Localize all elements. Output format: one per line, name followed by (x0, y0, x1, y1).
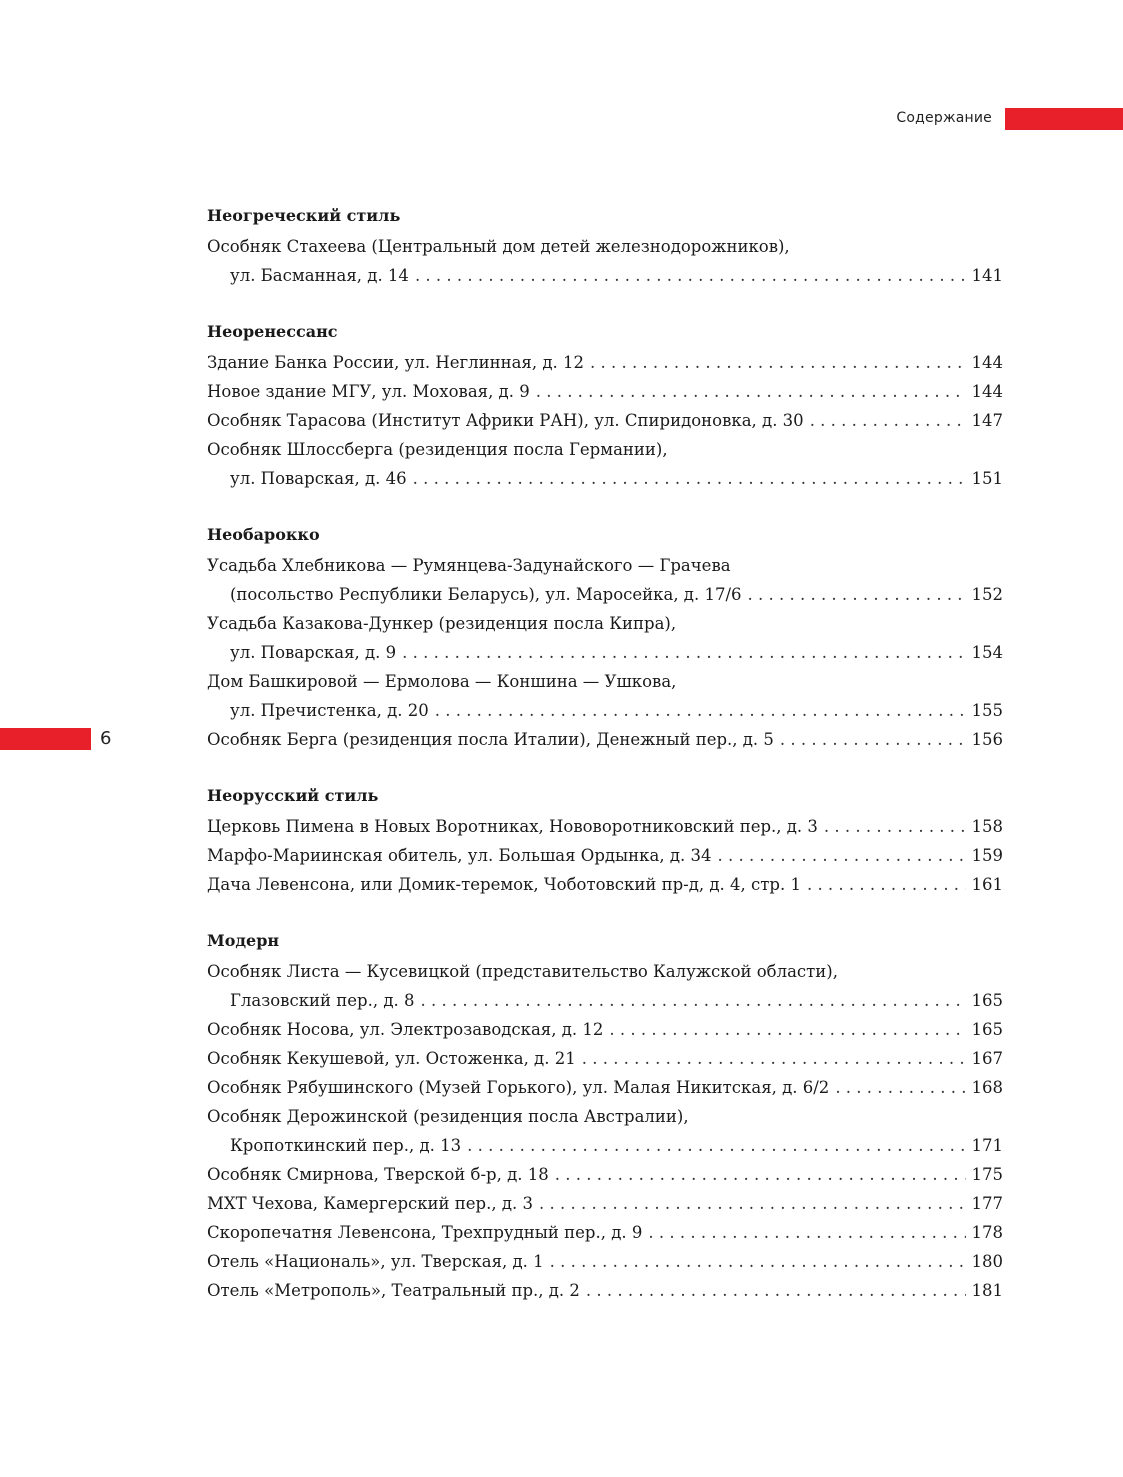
entry-text: Отель «Националь», ул. Тверская, д. 1 (207, 1252, 544, 1271)
toc-section (207, 925, 1003, 1305)
entry-row (207, 1160, 1003, 1189)
dot-leader (420, 986, 965, 1015)
dot-leader (413, 464, 966, 493)
entry-page-number: 152 (971, 585, 1003, 604)
toc-entry[interactable] (207, 1247, 1003, 1276)
dot-leader (748, 580, 966, 609)
entry-text: Особняк Рябушинского (Музей Горького), ул. Малая Никитская, д. 6/2 (207, 1078, 830, 1097)
entry-page-number: 156 (971, 730, 1003, 749)
entry-text: Марфо-Мариинская обитель, ул. Большая Ордынка, д. 34 (207, 846, 712, 865)
entry-row (207, 1218, 1003, 1247)
toc-entry[interactable] (207, 1015, 1003, 1044)
dot-leader (582, 1044, 966, 1073)
entry-text: Кропоткинский пер., д. 13 (230, 1136, 462, 1155)
dot-leader (415, 261, 966, 290)
entry-row (207, 638, 1003, 667)
entry-page-number: 171 (971, 1136, 1003, 1155)
dot-leader (402, 638, 965, 667)
entry-text: Особняк Смирнова, Тверской б-р, д. 18 (207, 1165, 549, 1184)
entry-title-line: Особняк Стахеева (Центральный дом детей железнодорожников), (207, 237, 790, 256)
toc-entry[interactable] (207, 435, 1003, 493)
entry-text: Здание Банка России, ул. Неглинная, д. 12 (207, 353, 584, 372)
dot-leader (586, 1276, 966, 1305)
entry-title-line: Усадьба Хлебникова — Румянцева-Задунайского — Грачева (207, 556, 731, 575)
toc-section (207, 519, 1003, 754)
entry-text: ул. Поварская, д. 46 (230, 469, 407, 488)
entry-page-number: 144 (971, 382, 1003, 401)
entry-row (207, 261, 1003, 290)
toc-entry[interactable] (207, 551, 1003, 609)
entry-text: Отель «Метрополь», Театральный пр., д. 2 (207, 1281, 580, 1300)
entry-title-line: Усадьба Казакова-Дункер (резиденция посла Кипра), (207, 614, 677, 633)
entry-row (207, 812, 1003, 841)
entry-row (207, 580, 1003, 609)
entry-title-line: Дом Башкировой — Ермолова — Коншина — Ушкова, (207, 672, 677, 691)
dot-leader (824, 812, 966, 841)
toc-entry[interactable] (207, 348, 1003, 377)
dot-leader (835, 1073, 965, 1102)
entry-row (207, 725, 1003, 754)
dot-leader (648, 1218, 965, 1247)
entry-row (207, 348, 1003, 377)
entry-page-number: 161 (971, 875, 1003, 894)
entry-page-number: 141 (971, 266, 1003, 285)
entry-text: Церковь Пимена в Новых Воротниках, Нововоротниковский пер., д. 3 (207, 817, 818, 836)
entry-page-number: 181 (971, 1281, 1003, 1300)
dot-leader (807, 870, 966, 899)
entry-text: ул. Басманная, д. 14 (230, 266, 409, 285)
entry-row (207, 1044, 1003, 1073)
entry-text: Особняк Тарасова (Институт Африки РАН), ул. Спиридоновка, д. 30 (207, 411, 804, 430)
entry-row (207, 1131, 1003, 1160)
entry-text: Скоропечатня Левенсона, Трехпрудный пер., д. 9 (207, 1223, 643, 1242)
entry-page-number: 151 (971, 469, 1003, 488)
section-title: Модерн (207, 931, 280, 950)
entry-page-number: 165 (971, 991, 1003, 1010)
entry-title-line: Особняк Дерожинской (резиденция посла Австралии), (207, 1107, 689, 1126)
entry-text: ул. Поварская, д. 9 (230, 643, 397, 662)
toc-entry[interactable] (207, 725, 1003, 754)
toc-entry[interactable] (207, 1276, 1003, 1305)
entry-text: Дача Левенсона, или Домик-теремок, Чоботовский пр-д, д. 4, стр. 1 (207, 875, 801, 894)
toc-entry[interactable] (207, 377, 1003, 406)
entry-page-number: 168 (971, 1078, 1003, 1097)
entry-row (207, 377, 1003, 406)
dot-leader (810, 406, 966, 435)
header-accent-bar (1005, 108, 1123, 130)
section-title: Неорусский стиль (207, 786, 379, 805)
section-title: Необарокко (207, 525, 320, 544)
entry-row (207, 406, 1003, 435)
entry-page-number: 165 (971, 1020, 1003, 1039)
entry-page-number: 154 (971, 643, 1003, 662)
entry-row (207, 870, 1003, 899)
entry-text: МХТ Чехова, Камергерский пер., д. 3 (207, 1194, 534, 1213)
entry-page-number: 175 (971, 1165, 1003, 1184)
toc-entry[interactable] (207, 1160, 1003, 1189)
dot-leader (435, 696, 966, 725)
toc-entry[interactable] (207, 841, 1003, 870)
entry-text: Особняк Кекушевой, ул. Остоженка, д. 21 (207, 1049, 576, 1068)
entry-text: Особняк Носова, ул. Электрозаводская, д. 12 (207, 1020, 604, 1039)
entry-page-number: 158 (971, 817, 1003, 836)
entry-row (207, 1276, 1003, 1305)
table-of-contents (207, 200, 1003, 1331)
entry-row (207, 986, 1003, 1015)
entry-row (207, 841, 1003, 870)
dot-leader (467, 1131, 965, 1160)
dot-leader (550, 1247, 966, 1276)
entry-page-number: 155 (971, 701, 1003, 720)
toc-section (207, 200, 1003, 290)
entry-text: Глазовский пер., д. 8 (230, 991, 415, 1010)
entry-title-line: Особняк Листа — Кусевицкой (представительство Калужской области), (207, 962, 838, 981)
section-title: Неоренессанс (207, 322, 338, 341)
entry-page-number: 147 (971, 411, 1003, 430)
section-title: Неогреческий стиль (207, 206, 401, 225)
toc-entry[interactable] (207, 667, 1003, 725)
toc-entry[interactable] (207, 1044, 1003, 1073)
page-number: 6 (100, 728, 112, 749)
entry-title-line: Особняк Шлоссберга (резиденция посла Германии), (207, 440, 668, 459)
dot-leader (555, 1160, 966, 1189)
dot-leader (717, 841, 965, 870)
toc-entry[interactable] (207, 1073, 1003, 1102)
toc-entry[interactable] (207, 232, 1003, 290)
entry-page-number: 180 (971, 1252, 1003, 1271)
entry-row (207, 1015, 1003, 1044)
entry-row (207, 1247, 1003, 1276)
entry-row (207, 1073, 1003, 1102)
entry-text: ул. Пречистенка, д. 20 (230, 701, 429, 720)
dot-leader (536, 377, 966, 406)
dot-leader (539, 1189, 965, 1218)
entry-row (207, 1189, 1003, 1218)
toc-entry[interactable] (207, 870, 1003, 899)
toc-section (207, 780, 1003, 899)
entry-page-number: 144 (971, 353, 1003, 372)
toc-entry[interactable] (207, 812, 1003, 841)
toc-entry[interactable] (207, 1189, 1003, 1218)
entry-text: (посольство Республики Беларусь), ул. Маросейка, д. 17/6 (230, 585, 742, 604)
toc-entry[interactable] (207, 406, 1003, 435)
entry-text: Новое здание МГУ, ул. Моховая, д. 9 (207, 382, 530, 401)
page-number-accent-bar (0, 728, 91, 750)
entry-page-number: 159 (971, 846, 1003, 865)
entry-row (207, 464, 1003, 493)
entry-row (207, 696, 1003, 725)
toc-section (207, 316, 1003, 493)
entry-text: Особняк Берга (резиденция посла Италии), Денежный пер., д. 5 (207, 730, 774, 749)
dot-leader (590, 348, 966, 377)
dot-leader (609, 1015, 965, 1044)
toc-entry[interactable] (207, 1102, 1003, 1160)
toc-entry[interactable] (207, 1218, 1003, 1247)
toc-entry[interactable] (207, 957, 1003, 1015)
entry-page-number: 177 (971, 1194, 1003, 1213)
running-header-title: Содержание (896, 110, 992, 126)
entry-page-number: 167 (971, 1049, 1003, 1068)
dot-leader (780, 725, 966, 754)
entry-page-number: 178 (971, 1223, 1003, 1242)
toc-entry[interactable] (207, 609, 1003, 667)
